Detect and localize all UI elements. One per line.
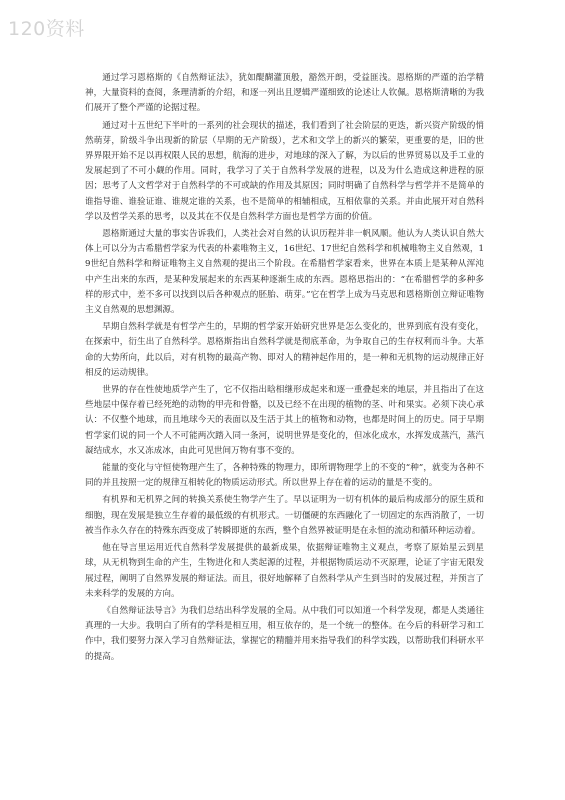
paragraph-15th-century: 通过对十五世纪下半叶的一系列的社会现状的描述，我们看到了社会阶层的更迭，新兴资产阶级的悄然萌芽，阶级斗争出现新的阶层（早期的无产阶级），艺术和文学上的新兴的繁荣，更重要的是，旧的世界界限开始不足以再权限人民的思想，航海的进步，对地球的深入了解，为以后的世界贸易以及手工业的发展起到了不可小觑的作用。同时，我学习了关于自然科学发展的进程，以及为什么造成这种进程的原因；思考了人文哲学对于自然科学的不可或缺的作用及其原因；同时明确了自然科学与哲学并不是简单的谁指导谁、谁验证谁、谁规定谁的关系，也不是简单的相辅相成，互相依靠的关系。并由此展开对自然科学以及哲学关系的思考，以及其在不仅是自然科学方面也是哲学方面的价值。 xyxy=(85,120,484,222)
paragraph-biology: 有机界和无机界之间的转换关系使生物学产生了。早以证明为一切有机体的最后构成部分的原生质和细胞，现在发展是独立生存着的最低级的有机形式。一切僵硬的东西融化了一切固定的东西消散了，一切被当作永久存在的特殊东西变成了转瞬即逝的东西，整个自然界被证明是在永恒的流动和循环种运动着。 xyxy=(85,495,484,536)
paragraph-conclusion: 《自然辩证法导言》为我们总结出科学发展的全局。从中我们可以知道一个科学发现，都是人类通往真理的一大步。我明白了所有的学科是相互用，相互依存的，是一个统一的整体。在今后的科研学习和工作中，我们要努力深入学习自然辩证法，掌握它的精髓并用来指导我们的科学实践，以帮助我们科研水平的提高。 xyxy=(85,605,484,662)
watermark-logo: 120资料 xyxy=(8,18,85,40)
paragraph-early-science: 早期自然科学就是有哲学产生的，早期的哲学家开始研究世界是怎么变化的，世界到底有没有变化，在探索中，衍生出了自然科学。恩格斯指出自然科学就是彻底革命，为争取自己的生存权利而斗争。大革命的大势所向，此以后，对有机物的最高产物、即对人的精神起作用的，是一种和无机物的运动规律正好相反的运动规律。 xyxy=(85,322,484,378)
paragraph-introduction-method: 他在导言里运用近代自然科学发展提供的最新成果，依据辩证唯物主义观点，考察了原始星云到星球，从无机物到生命的产生，生物进化和人类起源的过程，并根据物质运动不灭原理，论证了宇宙无限发展过程，阐明了自然界发展的辩证法。而且，很好地解释了自然科学从产生到当时的发展过程，并预言了未来科学的发展的方向。 xyxy=(85,543,484,599)
paragraph-physics: 能量的变化与守恒使物理产生了，各种特殊的物理力，即所谓物理学上的不变的“种”，就变为各种不同的并且按照一定的规律互相转化的物质运动形式。所以世界上存在着的运动的量是不变的。 xyxy=(85,463,484,489)
paragraph-geology: 世界的存在性使地质学产生了，它不仅指出晗相继形成起来和逐一重叠起来的地层，并且指出了在这些地层中保存着已经死绝的动物的甲壳和骨骼，以及已经不在出现的植物的茎、叶和果实。必须下决心承认：不仅整个地球，而且地球今天的表面以及生活于其上的植物和动物，也都是时间上的历史。同于早期哲学家们说的同一个人不可能两次踏入同一条河，说明世界是变化的，但冰化成水，水挥发成蒸汽，蒸汽凝结成水，水又冻成冰，由此可见世间万物有事不变的。 xyxy=(85,385,484,456)
paragraph-intro: 通过学习恩格斯的《自然辩证法》，犹如醍醐灌顶般，豁然开朗，受益匪浅。恩格斯的严谨的治学精神，大量资料的查阅，条理清新的介绍，和逐一列出且逻辑严谨细致的论述让人钦佩。恩格斯清晰的为我们展开了整个严谨的论据过程。 xyxy=(85,73,484,114)
paragraph-nature-views: 恩格斯通过大量的事实告诉我们，人类社会对自然的认识历程并非一帆风顺。他认为人类认识自然大体上可以分为古希腊哲学家为代表的朴素唯物主义，16世纪、17世纪自然科学和机械唯物主义自然观，19世纪自然科学和辩证唯物主义自然观的提出三个阶段。在希腊哲学家看来，世界在本质上是某种从浑沌中产生出来的东西，是某种发展起来的东西某种逐渐生成的东西。恩格思指出的：“在希腊哲学的多种多样的形式中，差不多可以找到以后各种观点的胚胎、萌芽。”它在哲学上成为马克思和恩格斯创立辩证唯物主义自然观的思想渊源。 xyxy=(85,229,484,316)
document-body xyxy=(85,71,484,667)
